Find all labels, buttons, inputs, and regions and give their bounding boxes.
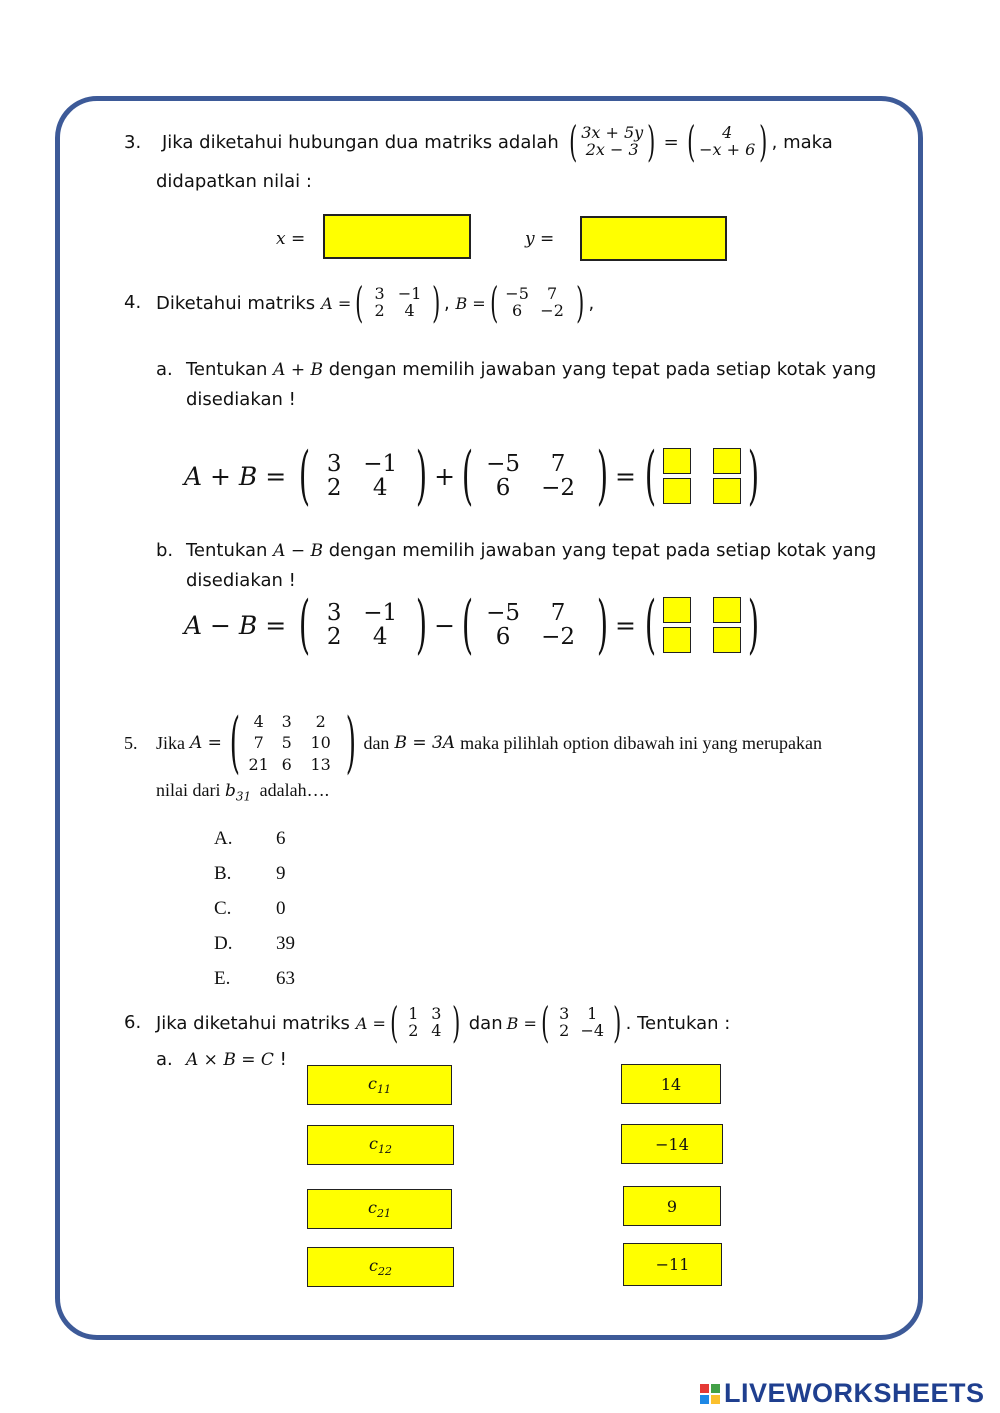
y-label: y = [525,229,555,249]
q6a-instruction: A × B = C ! [186,1049,287,1070]
tile-value-9[interactable]: 9 [623,1186,721,1226]
q4a-matrix-a: ( 3 −1 2 4 ) [299,439,428,513]
tile-c22[interactable]: $c_{22}$ [307,1247,454,1287]
q4b-cell-12[interactable] [713,597,741,623]
q4b-matrix-b: ( −5 7 6 −2 ) [461,588,609,662]
q5-line2: nilai dari $b_{31}$ adalah…. [156,780,330,804]
q3-text: Jika diketahui hubungan dua matriks adalah [162,131,559,153]
q4-matrix-a: ( 3 −1 2 4 ) [355,278,440,327]
tile-value-neg11[interactable]: −11 [623,1243,722,1286]
q4b-answer-matrix: ( ) [644,588,760,662]
q4a-cell-21[interactable] [663,478,691,504]
q3-number: 3. [124,132,142,153]
x-label: x = [276,229,306,249]
q5-option-d-letter[interactable]: D. [214,933,233,954]
q5-option-e-value[interactable]: 63 [276,968,295,989]
q4b-letter: b. [156,540,174,561]
q4b-cell-22[interactable] [713,627,741,653]
q5-option-e-letter[interactable]: E. [214,968,231,989]
q4a-cell-11[interactable] [663,448,691,474]
tile-value-neg14[interactable]: −14 [621,1124,723,1164]
q5-statement: Jika A = ( 4 3 2 7 5 10 21 6 13 ) dan B = 3A maka pilihlah option dibawah ini yang merupakan [156,704,822,781]
logo-text: LIVEWORKSHEETS [724,1378,985,1408]
tile-c11[interactable]: $c_{11}$ [307,1065,452,1105]
q5-option-b-value[interactable]: 9 [276,863,286,884]
q4a-cell-22[interactable] [713,478,741,504]
y-answer-box[interactable] [580,216,727,261]
q5-number: 5. [124,733,138,753]
q4b-matrix-a: ( 3 −1 2 4 ) [299,588,428,662]
q6-matrix-a: ( 1 3 2 4 ) [390,998,461,1047]
q4-number: 4. [124,292,142,313]
q5-option-d-value[interactable]: 39 [276,933,295,954]
q4a-letter: a. [156,359,173,380]
q4a-cell-12[interactable] [713,448,741,474]
q4a-matrix-b: ( −5 7 6 −2 ) [461,439,609,513]
q5-option-a-letter[interactable]: A. [214,828,233,849]
q5-option-a-value[interactable]: 6 [276,828,286,849]
x-answer-box[interactable] [323,214,471,259]
q3-rhs-matrix: ( 4 −x + 6 ) [686,117,768,166]
q6a-letter: a. [156,1049,173,1070]
q4b-cell-21[interactable] [663,627,691,653]
q4a-instruction: Tentukan A + B dengan memilih jawaban yang tepat pada setiap kotak yang [186,359,877,380]
q5-matrix-a: ( 4 3 2 7 5 10 21 6 13 ) [229,704,356,781]
tile-c12[interactable]: $c_{12}$ [307,1125,454,1165]
q4a-line2: disediakan ! [186,389,296,410]
q4b-instruction: Tentukan A − B dengan memilih jawaban yang tepat pada setiap kotak yang [186,540,877,561]
q4-statement: Diketahui matriks A = ( 3 −1 2 4 ) , B = ( −5 7 6 −2 ) , [156,278,595,327]
q4b-line2: disediakan ! [186,570,296,591]
tile-value-14[interactable]: 14 [621,1064,721,1104]
logo-icon [700,1384,720,1404]
q4-matrix-b: ( −5 7 6 −2 ) [489,278,585,327]
liveworksheets-logo [700,1378,985,1409]
tile-c21[interactable]: $c_{21}$ [307,1189,452,1229]
q6-matrix-b: ( 3 1 2 −4 ) [540,998,622,1047]
q5-option-c-letter[interactable]: C. [214,898,232,919]
q4a-answer-matrix: ( ) [644,439,760,513]
q6-number: 6. [124,1012,142,1033]
q3-line2: didapatkan nilai : [156,171,312,192]
q3-lhs-matrix: ( 3x + 5y 2x − 3 ) [568,117,656,166]
q4a-equation: A + B = ( 3 −1 2 4 ) + ( −5 7 6 −2 ) = ( ) [184,442,766,510]
q5-option-b-letter[interactable]: B. [214,863,232,884]
q4b-cell-11[interactable] [663,597,691,623]
q5-option-c-value[interactable]: 0 [276,898,286,919]
q4b-equation: A − B = ( 3 −1 2 4 ) − ( −5 7 6 −2 ) = ( ) [184,591,766,659]
q6-statement: Jika diketahui matriks A = ( 1 3 2 4 ) dan B = ( 3 1 2 −4 ) . Tentukan : [156,998,731,1047]
q3-statement: Jika diketahui hubungan dua matriks adalah ( 3x + 5y 2x − 3 ) = ( 4 −x + 6 ) , maka [162,117,833,166]
